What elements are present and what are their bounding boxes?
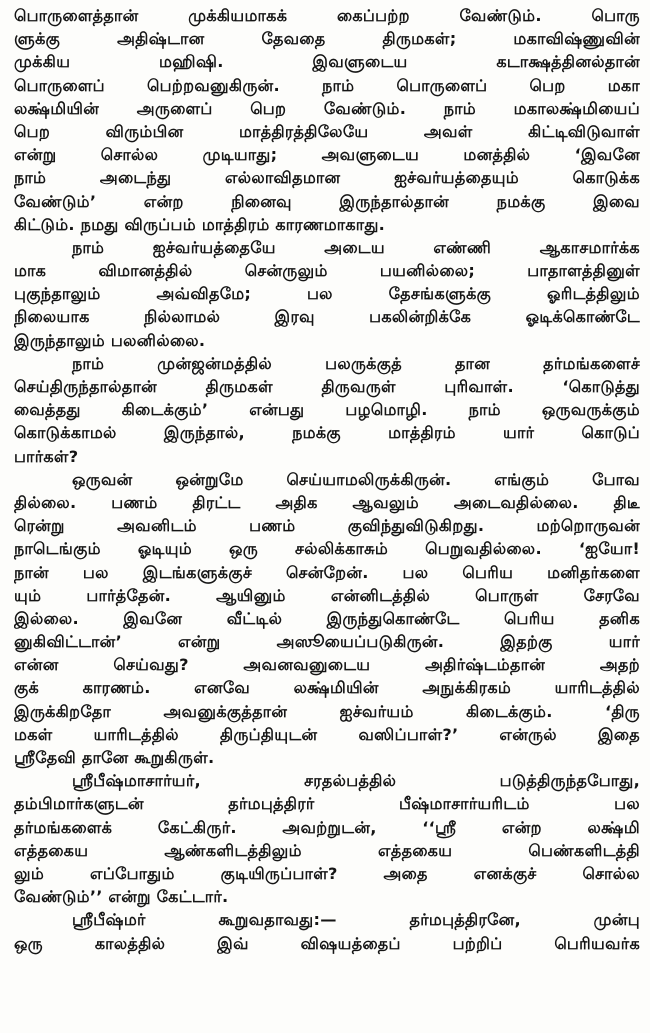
- text-line: பார்கள்?: [14, 446, 79, 466]
- text-line: செய்திருந்தால்தான் திருமகள் திருவருள் புரிவாள். ‘கொடுத்து: [14, 377, 640, 396]
- text-line: எத்தகைய ஆண்களிடத்திலும் எத்தகைய பெண்களிடத்தி: [14, 840, 640, 860]
- text-line: மகள் யாரிடத்தில் திருப்தியுடன் வஸிப்பாள்?’ என்ருல் இதை: [14, 724, 640, 744]
- text-line: வேண்டும்’ என்ற நினைவு இருந்தால்தான் நமக்கு இவை: [14, 191, 640, 211]
- text-line: ஸ்ரீபீஷ்மர் கூறுவதாவது:— தர்மபுத்திரனே, முன்பு: [72, 910, 640, 930]
- text-line: தர்மங்களைக் கேட்கிருர். அவற்றுடன், ‘‘ஸ்ரீ என்ற லக்ஷ்மி: [14, 817, 640, 837]
- text-line: பொருளைத்தான் முக்கியமாகக் கைப்பற்ற வேண்டும். பொரு: [14, 6, 640, 25]
- text-line: லக்ஷ்மியின் அருளைப் பெற வேண்டும். நாம் மகாலக்ஷ்மியைப்: [14, 98, 640, 118]
- text-line: ளுக்கு அதிஷ்டான தேவதை திருமகள்; மகாவிஷ்ணுவின்: [14, 29, 640, 49]
- text-line: லும் எப்போதும் குடியிருப்பாள்? அதை எனக்குச் சொல்ல: [14, 863, 640, 883]
- text-line: தம்பிமார்களுடன் தர்மபுத்திரர் பீஷ்மாசார்யரிடம் பல: [14, 794, 640, 814]
- text-line: இருந்தாலும் பலனில்லை.: [14, 330, 206, 350]
- text-line: வேண்டும்’’ என்று கேட்டார்.: [14, 887, 229, 907]
- text-line: மாக விமானத்தில் சென்ருலும் பயனில்லை; பாதாளத்தினுள்: [14, 261, 640, 281]
- text-line: தில்லை. பணம் திரட்ட அதிக ஆவலும் அடைவதில்லை. திடீ: [14, 492, 640, 512]
- text-line: நாம் ஐச்வர்யத்தையே அடைய எண்ணி ஆகாசமார்க்க: [72, 237, 640, 257]
- text-line: நாம் முன்ஜன்மத்தில் பலருக்குத் தான தர்மங்களைச்: [72, 353, 640, 373]
- text-line: நான் பல இடங்களுக்குச் சென்றேன். பல பெரிய மனிதர்களை: [14, 562, 640, 582]
- text-line: நாம் அடைந்து எல்லாவிதமான ஐச்வர்யத்தையும் கொடுக்க: [14, 168, 640, 188]
- text-line: ஸ்ரீபீஷ்மாசார்யர், சரதல்பத்தில் படுத்திருந்தபோது,: [72, 771, 640, 791]
- text-line: என்ன செய்வது? அவனவனுடைய அதிர்ஷ்டம்தான் அதற்: [14, 655, 640, 675]
- text-line: ஸ்ரீதேவி தானே கூறுகிருள்.: [14, 748, 215, 767]
- text-line: பொருளைப் பெற்றவனுகிருன். நாம் பொருளைப் பெற மகா: [14, 75, 640, 95]
- text-line: கொடுக்காமல் இருந்தால், நமக்கு மாத்திரம் யார் கொடுப்: [14, 423, 640, 443]
- text-line: புகுந்தாலும் அவ்விதமே; பல தேசங்களுக்கு ஓரிடத்திலும்: [14, 284, 640, 304]
- text-line: முக்கிய மஹிஷி. இவளுடைய கடாக்ஷத்தினல்தான்: [14, 52, 640, 72]
- text-line: ஒரு காலத்தில் இவ் விஷயத்தைப் பற்றிப் பெரியவர்க: [14, 933, 640, 953]
- text-line: னுகிவிட்டான்’ என்று அஸூயைப்படுகிருன். இதற்கு யார்: [14, 632, 640, 652]
- text-line: ரென்று அவனிடம் பணம் குவிந்துவிடுகிறது. மற்றொருவன்: [14, 516, 640, 536]
- text-line: குக் காரணம். எனவே லக்ஷ்மியின் அநுக்கிரகம் யாரிடத்தில்: [14, 678, 640, 698]
- text-line: நிலையாக நில்லாமல் இரவு பகலின்றிக்கே ஓடிக்கொண்டே: [14, 307, 640, 327]
- text-line: வைத்தது கிடைக்கும்’ என்பது பழமொழி. நாம் ஒருவருக்கும்: [14, 400, 640, 420]
- text-line: என்று சொல்ல முடியாது; அவளுடைய மனத்தில் ‘இவனே: [14, 145, 640, 165]
- text-line: யும் பார்த்தேன். ஆயினும் என்னிடத்தில் பொருள் சேரவே: [14, 585, 640, 605]
- text-line: ஒருவன் ஒன்றுமே செய்யாமலிருக்கிருன். எங்கும் போவ: [72, 469, 640, 489]
- text-line: இருக்கிறதோ அவனுக்குத்தான் ஐச்வர்யம் கிடைக்கும். ‘திரு: [14, 701, 640, 721]
- text-line: இல்லை. இவனே வீட்டில் இருந்துகொண்டே பெரிய தனிக: [14, 608, 640, 628]
- text-line: கிட்டும். நமது விருப்பம் மாத்திரம் காரணமாகாது.: [14, 214, 386, 234]
- text-line: பெற விரும்பின மாத்திரத்திலேயே அவள் கிட்டிவிடுவாள்: [14, 121, 640, 141]
- text-line: நாடெங்கும் ஓடியும் ஒரு சல்லிக்காசும் பெறுவதில்லை. ‘ஐயோ!: [14, 539, 640, 559]
